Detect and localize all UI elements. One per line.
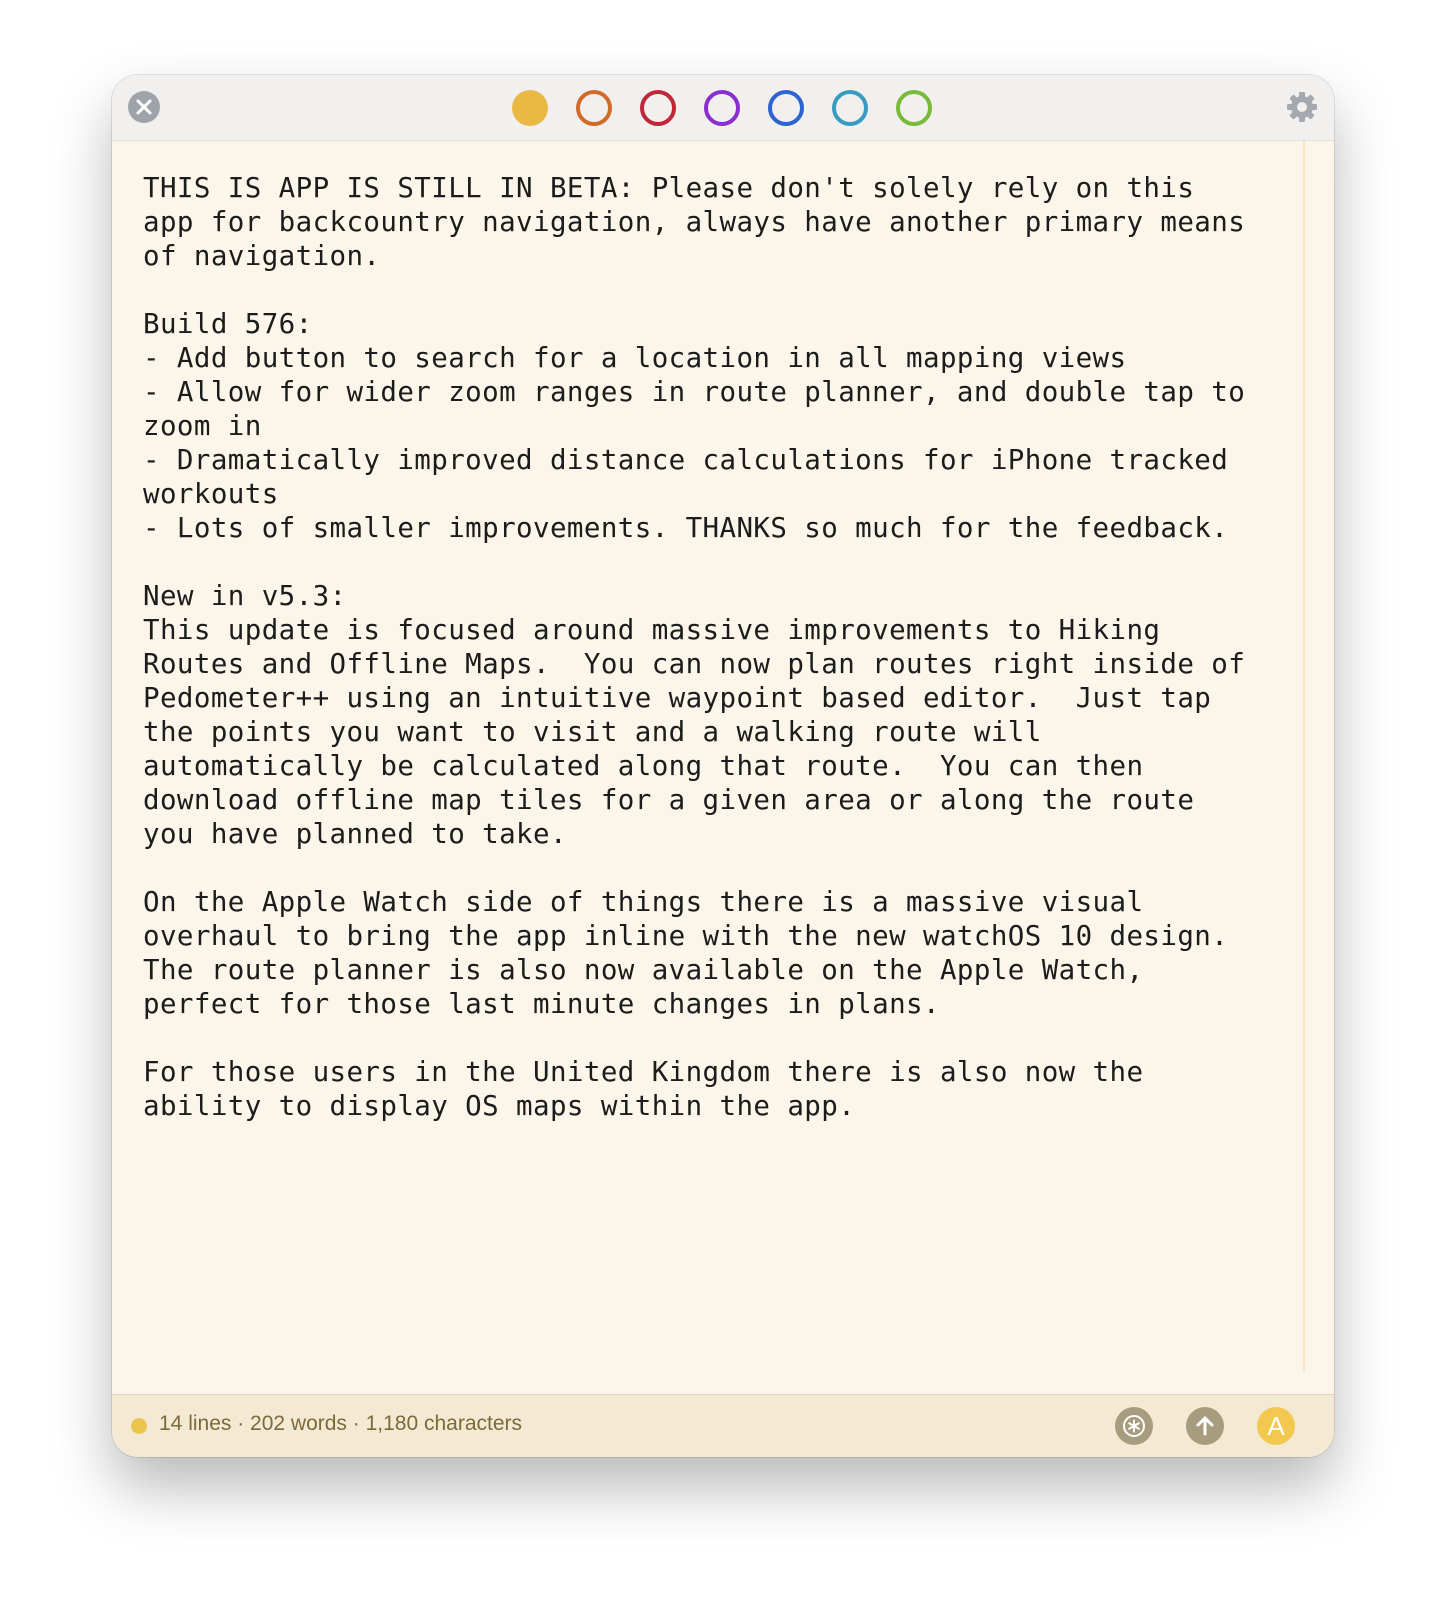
color-dot-green[interactable] bbox=[896, 90, 932, 126]
color-dot-red[interactable] bbox=[640, 90, 676, 126]
note-statistics: 14 lines · 202 words · 1,180 characters bbox=[159, 1412, 523, 1435]
title-bar bbox=[112, 75, 1334, 141]
share-button[interactable] bbox=[1186, 1407, 1224, 1445]
note-window bbox=[112, 75, 1334, 1457]
note-color-indicator bbox=[131, 1418, 147, 1434]
color-dot-blue[interactable] bbox=[768, 90, 804, 126]
note-editor[interactable] bbox=[112, 141, 1305, 1371]
color-dot-teal[interactable] bbox=[832, 90, 868, 126]
close-button[interactable] bbox=[128, 91, 160, 123]
settings-button[interactable] bbox=[1284, 89, 1320, 125]
close-icon bbox=[135, 98, 153, 116]
markdown-button[interactable] bbox=[1115, 1407, 1153, 1445]
asterisk-icon bbox=[1122, 1414, 1146, 1438]
note-text[interactable]: THIS IS APP IS STILL IN BETA: Please don't solely rely on this app for backcountry navigation, always have another primary means of navigation. Build 576: - Add button to search for a location in all mapping views - Allow for wider zoom ranges in route planner, and double tap to zoom in - Dramatically improved distance calculations for iPhone tracked workouts - Lots of smaller improvements. THANKS so much for the feedback. New in v5.3: This update is focused around massive improvements to Hiking Routes and Offline Maps. You can now plan routes right inside of Pedometer++ using an intuitive waypoint based editor. Just tap the points you want to visit and a walking route will automatically be calculated along that route. You can then download offline map tiles for a given area or along the route you have planned to take. On the Apple Watch side of things there is a massive visual overhaul to bring the app inline with the new watchOS 10 design. The route planner is also now available on the Apple Watch, perfect for those last minute changes in plans. For those users in the United Kingdom there is also now the ability to display OS maps within the app. bbox=[143, 172, 1246, 1122]
gear-icon bbox=[1284, 89, 1320, 125]
arrow-up-icon bbox=[1193, 1414, 1217, 1438]
color-dot-orange[interactable] bbox=[576, 90, 612, 126]
color-label-picker bbox=[512, 90, 932, 126]
color-dot-yellow[interactable] bbox=[512, 90, 548, 126]
font-button[interactable]: A bbox=[1257, 1407, 1295, 1445]
status-bar bbox=[112, 1394, 1334, 1457]
color-dot-purple[interactable] bbox=[704, 90, 740, 126]
